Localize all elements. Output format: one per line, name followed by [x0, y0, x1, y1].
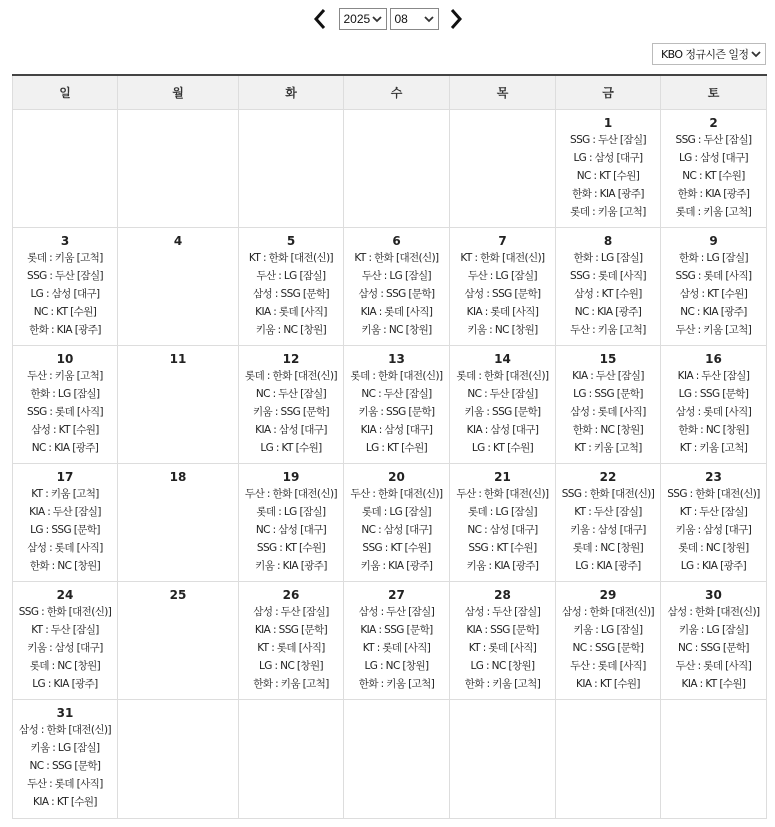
game-entry[interactable]: 한화 : KIA [광주] [677, 187, 750, 200]
game-entry[interactable]: SSG : 한화 [대전(신)] [561, 487, 655, 500]
game-entry[interactable]: LG : NC [창원] [364, 659, 429, 672]
empty-day-cell [239, 109, 344, 227]
game-entry[interactable]: 삼성 : 한화 [대전(신)] [562, 605, 654, 618]
game-entry[interactable]: NC : 삼성 [대구] [467, 523, 538, 536]
day-number: 14 [494, 351, 511, 366]
game-entry[interactable]: NC : KT [수원] [682, 169, 745, 182]
day-number: 25 [169, 587, 187, 602]
game-entry[interactable]: SSG : 롯데 [사직] [570, 269, 646, 282]
game-entry[interactable]: 키움 : 삼성 [대구] [570, 523, 646, 536]
game-entry[interactable]: 두산 : 한화 [대전(신)] [350, 487, 443, 500]
day-cell [118, 581, 239, 699]
game-entry[interactable]: NC : KIA [광주] [574, 305, 642, 318]
game-entry[interactable]: LG : KIA [광주] [680, 559, 747, 572]
day-number: 6 [392, 233, 401, 248]
day-number: 4 [173, 233, 183, 248]
weekday-fri: 금 [556, 75, 661, 109]
game-entry[interactable]: 롯데 : 키움 [고척] [570, 205, 646, 218]
game-entry[interactable]: 두산 : 키움 [고척] [570, 323, 646, 336]
game-entry[interactable]: SSG : 한화 [대전(신)] [667, 487, 760, 500]
game-entry[interactable]: LG : 삼성 [대구] [678, 151, 749, 164]
game-entry[interactable]: KIA : SSG [문학] [360, 623, 433, 636]
weekday-thu: 목 [450, 75, 556, 109]
game-entry[interactable]: NC : KIA [광주] [680, 305, 747, 318]
game-entry[interactable]: 삼성 : SSG [문학] [358, 287, 435, 300]
game-entry[interactable]: 롯데 : NC [창원] [572, 541, 644, 554]
day-number: 30 [705, 587, 722, 602]
chevron-down-icon [751, 50, 761, 58]
game-entry[interactable]: 한화 : LG [잠실] [573, 251, 643, 264]
game-entry[interactable]: 삼성 : KT [수원] [574, 287, 642, 300]
game-entry[interactable]: NC : 삼성 [대구] [255, 523, 327, 536]
game-entry[interactable]: 삼성 : 두산 [잠실] [253, 605, 329, 618]
year-select-value: 2025 [343, 12, 371, 26]
game-entry[interactable]: LG : KIA [광주] [575, 559, 641, 572]
game-entry[interactable]: 키움 : NC [창원] [467, 323, 538, 336]
empty-day-cell [450, 699, 556, 818]
game-entry[interactable]: 키움 : SSG [문학] [253, 405, 329, 418]
game-entry[interactable]: KT : 한화 [대전(신)] [460, 251, 545, 264]
game-entry[interactable]: KIA : 롯데 [사직] [255, 305, 327, 318]
day-cell [556, 581, 661, 699]
game-entry[interactable]: 두산 : 한화 [대전(신)] [456, 487, 549, 500]
game-entry[interactable]: 두산 : 롯데 [사직] [675, 659, 752, 672]
day-cell [118, 227, 239, 345]
game-entry[interactable]: 키움 : NC [창원] [361, 323, 432, 336]
game-entry[interactable]: LG : KT [수원] [471, 441, 534, 454]
game-entry[interactable]: 롯데 : 한화 [대전(신)] [350, 369, 443, 382]
day-number: 16 [705, 351, 722, 366]
game-entry[interactable]: 두산 : 롯데 [사직] [27, 777, 103, 790]
empty-day-cell [450, 109, 556, 227]
game-entry[interactable]: NC : KT [수원] [576, 169, 640, 182]
game-entry[interactable]: 키움 : LG [잠실] [30, 741, 100, 754]
game-entry[interactable]: 키움 : LG [잠실] [573, 623, 643, 636]
game-entry[interactable]: 두산 : LG [잠실] [361, 269, 432, 282]
week-row [13, 699, 767, 818]
game-entry[interactable]: LG : KIA [광주] [32, 677, 98, 690]
day-number: 21 [494, 469, 511, 484]
game-entry[interactable]: 키움 : LG [잠실] [678, 623, 749, 636]
week-row [13, 109, 767, 227]
day-number: 19 [282, 469, 300, 484]
game-entry[interactable]: LG : NC [창원] [258, 659, 323, 672]
day-cell [450, 581, 556, 699]
weekday-header-row [13, 75, 767, 109]
game-entry[interactable]: KT : 키움 [고척] [679, 441, 748, 454]
day-cell [661, 463, 767, 581]
day-number: 3 [60, 233, 70, 248]
game-entry[interactable]: KIA : SSG [문학] [466, 623, 539, 636]
empty-day-cell [118, 699, 239, 818]
game-entry[interactable]: KIA : SSG [문학] [254, 623, 328, 636]
game-entry[interactable]: SSG : 한화 [대전(신)] [18, 605, 112, 618]
weekday-sat: 토 [661, 75, 767, 109]
game-entry[interactable]: 삼성 : SSG [문학] [464, 287, 541, 300]
game-entry[interactable]: KIA : KT [수원] [33, 795, 97, 808]
game-entry[interactable]: LG : NC [창원] [470, 659, 535, 672]
game-entry[interactable]: LG : SSG [문학] [30, 523, 100, 536]
empty-day-cell [239, 699, 344, 818]
day-number: 2 [709, 115, 718, 130]
day-number: 29 [599, 587, 617, 602]
day-cell [450, 463, 556, 581]
game-entry[interactable]: 한화 : 키움 [고척] [358, 677, 435, 690]
game-entry[interactable]: NC : KT [수원] [33, 305, 97, 318]
day-cell [450, 345, 556, 463]
day-cell [118, 463, 239, 581]
game-entry[interactable]: LG : 삼성 [대구] [30, 287, 100, 300]
league-select[interactable] [652, 43, 766, 65]
game-entry[interactable]: 삼성 : SSG [문학] [253, 287, 329, 300]
day-cell [239, 345, 344, 463]
game-entry[interactable]: KIA : 삼성 [대구] [360, 423, 433, 436]
day-cell [661, 345, 767, 463]
game-entry[interactable]: 삼성 : 롯데 [사직] [675, 405, 752, 418]
day-number: 5 [286, 233, 296, 248]
game-entry[interactable]: 삼성 : 한화 [대전(신)] [19, 723, 111, 736]
game-entry[interactable]: 두산 : 한화 [대전(신)] [245, 487, 337, 500]
empty-day-cell [118, 109, 239, 227]
empty-day-cell [661, 699, 767, 818]
game-entry[interactable]: KT : 롯데 [사직] [468, 641, 537, 654]
day-number: 24 [56, 587, 74, 602]
week-row [13, 463, 767, 581]
day-cell [344, 463, 450, 581]
game-entry[interactable]: SSG : 두산 [잠실] [675, 133, 752, 146]
game-entry[interactable]: KT : 롯데 [사직] [362, 641, 431, 654]
day-cell [13, 463, 118, 581]
day-number: 1 [603, 115, 613, 130]
chevron-down-icon [424, 15, 434, 23]
day-cell [556, 345, 661, 463]
game-entry[interactable]: 한화 : 키움 [고척] [253, 677, 329, 690]
game-entry[interactable]: 한화 : LG [잠실] [30, 387, 100, 400]
game-entry[interactable]: LG : SSG [문학] [573, 387, 643, 400]
chevron-down-icon [372, 15, 382, 23]
game-entry[interactable]: NC : 두산 [잠실] [361, 387, 432, 400]
weekday-tue: 화 [239, 75, 344, 109]
game-entry[interactable]: 롯데 : NC [창원] [678, 541, 749, 554]
game-entry[interactable]: 한화 : NC [창원] [572, 423, 644, 436]
game-entry[interactable]: KIA : 두산 [잠실] [29, 505, 101, 518]
month-navigation [0, 5, 775, 33]
day-number: 11 [169, 351, 187, 366]
schedule-calendar [12, 74, 767, 819]
empty-day-cell [344, 699, 450, 818]
game-entry[interactable]: 삼성 : 두산 [잠실] [464, 605, 541, 618]
weekday-mon: 월 [118, 75, 239, 109]
game-entry[interactable]: LG : SSG [문학] [678, 387, 749, 400]
game-entry[interactable]: SSG : KT [수원] [256, 541, 326, 554]
game-entry[interactable]: KT : 키움 [고척] [31, 487, 99, 500]
game-entry[interactable]: LG : KT [수원] [260, 441, 322, 454]
day-number: 31 [56, 705, 74, 720]
game-entry[interactable]: 롯데 : LG [잠실] [256, 505, 326, 518]
game-entry[interactable]: 삼성 : KT [수원] [31, 423, 99, 436]
day-number: 20 [388, 469, 405, 484]
weekday-wed: 수 [344, 75, 450, 109]
week-row [13, 345, 767, 463]
game-entry[interactable]: 롯데 : LG [잠실] [467, 505, 538, 518]
game-entry[interactable]: LG : 삼성 [대구] [573, 151, 643, 164]
game-entry[interactable]: KIA : 롯데 [사직] [466, 305, 539, 318]
day-cell [13, 581, 118, 699]
game-entry[interactable]: 두산 : 키움 [고척] [27, 369, 103, 382]
day-number: 27 [388, 587, 405, 602]
game-entry[interactable]: SSG : 롯데 [사직] [27, 405, 103, 418]
game-entry[interactable]: NC : SSG [문학] [29, 759, 101, 772]
game-entry[interactable]: SSG : KT [수원] [362, 541, 431, 554]
game-entry[interactable]: KIA : 두산 [잠실] [677, 369, 750, 382]
game-entry[interactable]: KT : 롯데 [사직] [257, 641, 325, 654]
day-number: 23 [705, 469, 722, 484]
day-cell [344, 227, 450, 345]
game-entry[interactable]: NC : KIA [광주] [31, 441, 99, 454]
day-number: 26 [282, 587, 300, 602]
game-entry[interactable]: 삼성 : 두산 [잠실] [358, 605, 435, 618]
game-entry[interactable]: 두산 : 롯데 [사직] [570, 659, 646, 672]
month-select[interactable] [390, 8, 439, 30]
day-number: 8 [603, 233, 613, 248]
day-number: 18 [169, 469, 187, 484]
day-cell [13, 345, 118, 463]
day-number: 13 [388, 351, 405, 366]
day-cell [556, 463, 661, 581]
game-entry[interactable]: 키움 : KIA [광주] [466, 559, 539, 572]
game-entry[interactable]: 키움 : 삼성 [대구] [675, 523, 752, 536]
empty-day-cell [556, 699, 661, 818]
game-entry[interactable]: KT : 두산 [잠실] [31, 623, 99, 636]
game-entry[interactable]: 삼성 : KT [수원] [679, 287, 748, 300]
day-cell [556, 227, 661, 345]
day-cell [450, 227, 556, 345]
game-entry[interactable]: SSG : 롯데 [사직] [675, 269, 752, 282]
game-entry[interactable]: 두산 : 키움 [고척] [675, 323, 752, 336]
game-entry[interactable]: 한화 : NC [창원] [678, 423, 749, 436]
game-entry[interactable]: 롯데 : NC [창원] [29, 659, 101, 672]
day-cell [661, 581, 767, 699]
day-cell [13, 227, 118, 345]
day-number: 22 [599, 469, 617, 484]
game-entry[interactable]: 키움 : KIA [광주] [255, 559, 327, 572]
day-cell [661, 227, 767, 345]
game-entry[interactable]: 한화 : KIA [광주] [572, 187, 644, 200]
game-entry[interactable]: KT : 두산 [잠실] [679, 505, 748, 518]
game-entry[interactable]: 삼성 : 한화 [대전(신)] [667, 605, 760, 618]
year-select[interactable] [339, 8, 387, 30]
chevron-right-icon [449, 8, 463, 30]
game-entry[interactable]: NC : SSG [문학] [678, 641, 749, 654]
game-entry[interactable]: SSG : 두산 [잠실] [27, 269, 103, 282]
league-select-value: KBO 정규시즌 일정 [661, 48, 749, 61]
game-entry[interactable]: 두산 : LG [잠실] [467, 269, 538, 282]
game-entry[interactable]: KIA : KT [수원] [681, 677, 746, 690]
game-entry[interactable]: KT : 두산 [잠실] [574, 505, 642, 518]
game-entry[interactable]: 한화 : 키움 [고척] [464, 677, 541, 690]
week-row [13, 581, 767, 699]
game-entry[interactable]: LG : KT [수원] [365, 441, 428, 454]
day-number: 10 [56, 351, 74, 366]
game-entry[interactable]: 삼성 : 롯데 [사직] [570, 405, 646, 418]
next-month-button[interactable] [446, 7, 466, 31]
week-row [13, 227, 767, 345]
game-entry[interactable]: 롯데 : 한화 [대전(신)] [456, 369, 549, 382]
day-cell [661, 109, 767, 227]
game-entry[interactable]: SSG : KT [수원] [468, 541, 537, 554]
empty-day-cell [344, 109, 450, 227]
game-entry[interactable]: 키움 : NC [창원] [255, 323, 327, 336]
day-cell [239, 581, 344, 699]
game-entry[interactable]: 롯데 : 키움 [고척] [675, 205, 752, 218]
day-number: 7 [498, 233, 507, 248]
game-entry[interactable]: KT : 한화 [대전(신)] [248, 251, 334, 264]
game-entry[interactable]: 롯데 : 한화 [대전(신)] [245, 369, 337, 382]
month-select-value: 08 [394, 12, 408, 26]
weekday-sun: 일 [13, 75, 118, 109]
day-cell [344, 581, 450, 699]
game-entry[interactable]: 키움 : SSG [문학] [464, 405, 541, 418]
game-entry[interactable]: KIA : 롯데 [사직] [360, 305, 433, 318]
game-entry[interactable]: 키움 : KIA [광주] [360, 559, 433, 572]
chevron-left-icon [313, 8, 327, 30]
game-entry[interactable]: SSG : 두산 [잠실] [570, 133, 646, 146]
empty-day-cell [13, 109, 118, 227]
game-entry[interactable]: NC : SSG [문학] [572, 641, 644, 654]
day-number: 9 [709, 233, 718, 248]
game-entry[interactable]: 한화 : NC [창원] [29, 559, 101, 572]
game-entry[interactable]: KIA : KT [수원] [576, 677, 640, 690]
game-entry[interactable]: 두산 : LG [잠실] [256, 269, 326, 282]
game-entry[interactable]: 롯데 : 키움 [고척] [27, 251, 103, 264]
day-cell [556, 109, 661, 227]
day-number: 12 [282, 351, 300, 366]
day-cell [239, 463, 344, 581]
game-entry[interactable]: 롯데 : LG [잠실] [361, 505, 432, 518]
prev-month-button[interactable] [310, 7, 330, 31]
day-number: 15 [599, 351, 617, 366]
day-cell [239, 227, 344, 345]
game-entry[interactable]: KIA : 삼성 [대구] [255, 423, 327, 436]
game-entry[interactable]: 키움 : SSG [문학] [358, 405, 435, 418]
game-entry[interactable]: 삼성 : 롯데 [사직] [27, 541, 103, 554]
day-number: 28 [494, 587, 511, 602]
day-number: 17 [56, 469, 74, 484]
game-entry[interactable]: 한화 : LG [잠실] [678, 251, 749, 264]
game-entry[interactable]: 한화 : KIA [광주] [29, 323, 101, 336]
game-entry[interactable]: NC : 두산 [잠실] [467, 387, 538, 400]
game-entry[interactable]: 키움 : 삼성 [대구] [27, 641, 103, 654]
game-entry[interactable]: KT : 키움 [고척] [574, 441, 642, 454]
game-entry[interactable]: NC : 두산 [잠실] [255, 387, 327, 400]
game-entry[interactable]: KIA : 삼성 [대구] [466, 423, 539, 436]
game-entry[interactable]: NC : 삼성 [대구] [361, 523, 432, 536]
day-cell [118, 345, 239, 463]
day-cell [13, 699, 118, 818]
game-entry[interactable]: KT : 한화 [대전(신)] [354, 251, 439, 264]
game-entry[interactable]: KIA : 두산 [잠실] [572, 369, 644, 382]
day-cell [344, 345, 450, 463]
